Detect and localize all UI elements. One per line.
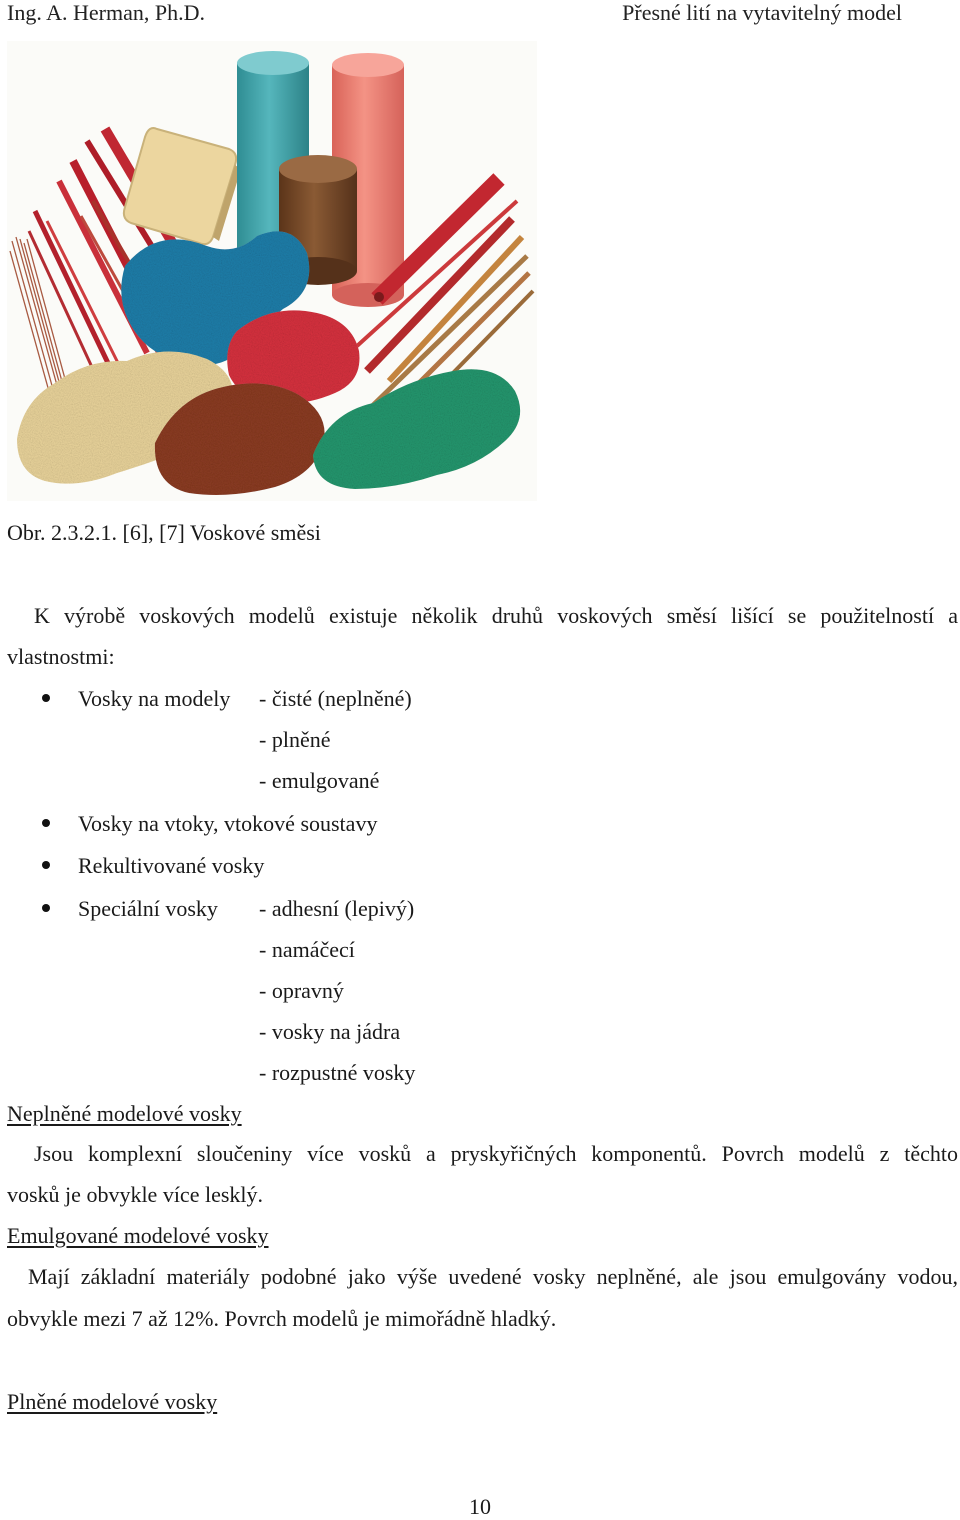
header-title: Přesné lití na vytavitelný model xyxy=(622,0,902,25)
list-subitem: - čisté (neplněné) xyxy=(259,686,412,711)
section-2-line-2: obvykle mezi 7 až 12%. Povrch modelů je mimořádně hladký. xyxy=(7,1306,557,1331)
intro-line-1: K výrobě voskových modelů existuje několik druhů voskových směsí lišící se použitelností a xyxy=(34,603,958,628)
section-1-line-1: Jsou komplexní sloučeniny více vosků a pryskyřičných komponentů. Povrch modelů z těchto xyxy=(34,1141,958,1166)
list-subitem: - namáčecí xyxy=(259,937,355,962)
intro-line-2: vlastnostmi: xyxy=(7,644,115,669)
section-2-line-1: Mají základní materiály podobné jako výše uvedené vosky neplněné, ale jsou emulgovány vodou, xyxy=(28,1264,958,1289)
section-1-line-2: vosků je obvykle více lesklý. xyxy=(7,1182,264,1207)
bullet-icon xyxy=(42,819,50,827)
list-subitem: - rozpustné vosky xyxy=(259,1060,416,1085)
wax-mixtures-illustration xyxy=(7,41,537,501)
wax-mixtures-photo xyxy=(7,41,537,501)
list-item-label: Vosky na modely xyxy=(78,686,231,711)
list-subitem: - plněné xyxy=(259,727,331,752)
rod-end xyxy=(374,292,384,302)
header-author: Ing. A. Herman, Ph.D. xyxy=(7,0,205,25)
list-item-label: Rekultivované vosky xyxy=(78,853,265,878)
bullet-icon xyxy=(42,861,50,869)
list-subitem: - opravný xyxy=(259,978,344,1003)
list-item-label: Speciální vosky xyxy=(78,896,218,921)
list-subitem: - emulgované xyxy=(259,768,380,793)
bullet-icon xyxy=(42,694,50,702)
list-item-label: Vosky na vtoky, vtokové soustavy xyxy=(78,811,378,836)
list-subitem: - vosky na jádra xyxy=(259,1019,401,1044)
bullet-icon xyxy=(42,904,50,912)
beige-wax-block xyxy=(124,128,241,244)
page-number: 10 xyxy=(469,1494,491,1519)
section-heading-filled-waxes: Plněné modelové vosky xyxy=(7,1389,218,1414)
figure-caption: Obr. 2.3.2.1. [6], [7] Voskové směsi xyxy=(7,520,321,545)
list-subitem: - adhesní (lepivý) xyxy=(259,896,415,921)
section-heading-unfilled-waxes: Neplněné modelové vosky xyxy=(7,1101,242,1126)
section-heading-emulsified-waxes: Emulgované modelové vosky xyxy=(7,1223,269,1248)
